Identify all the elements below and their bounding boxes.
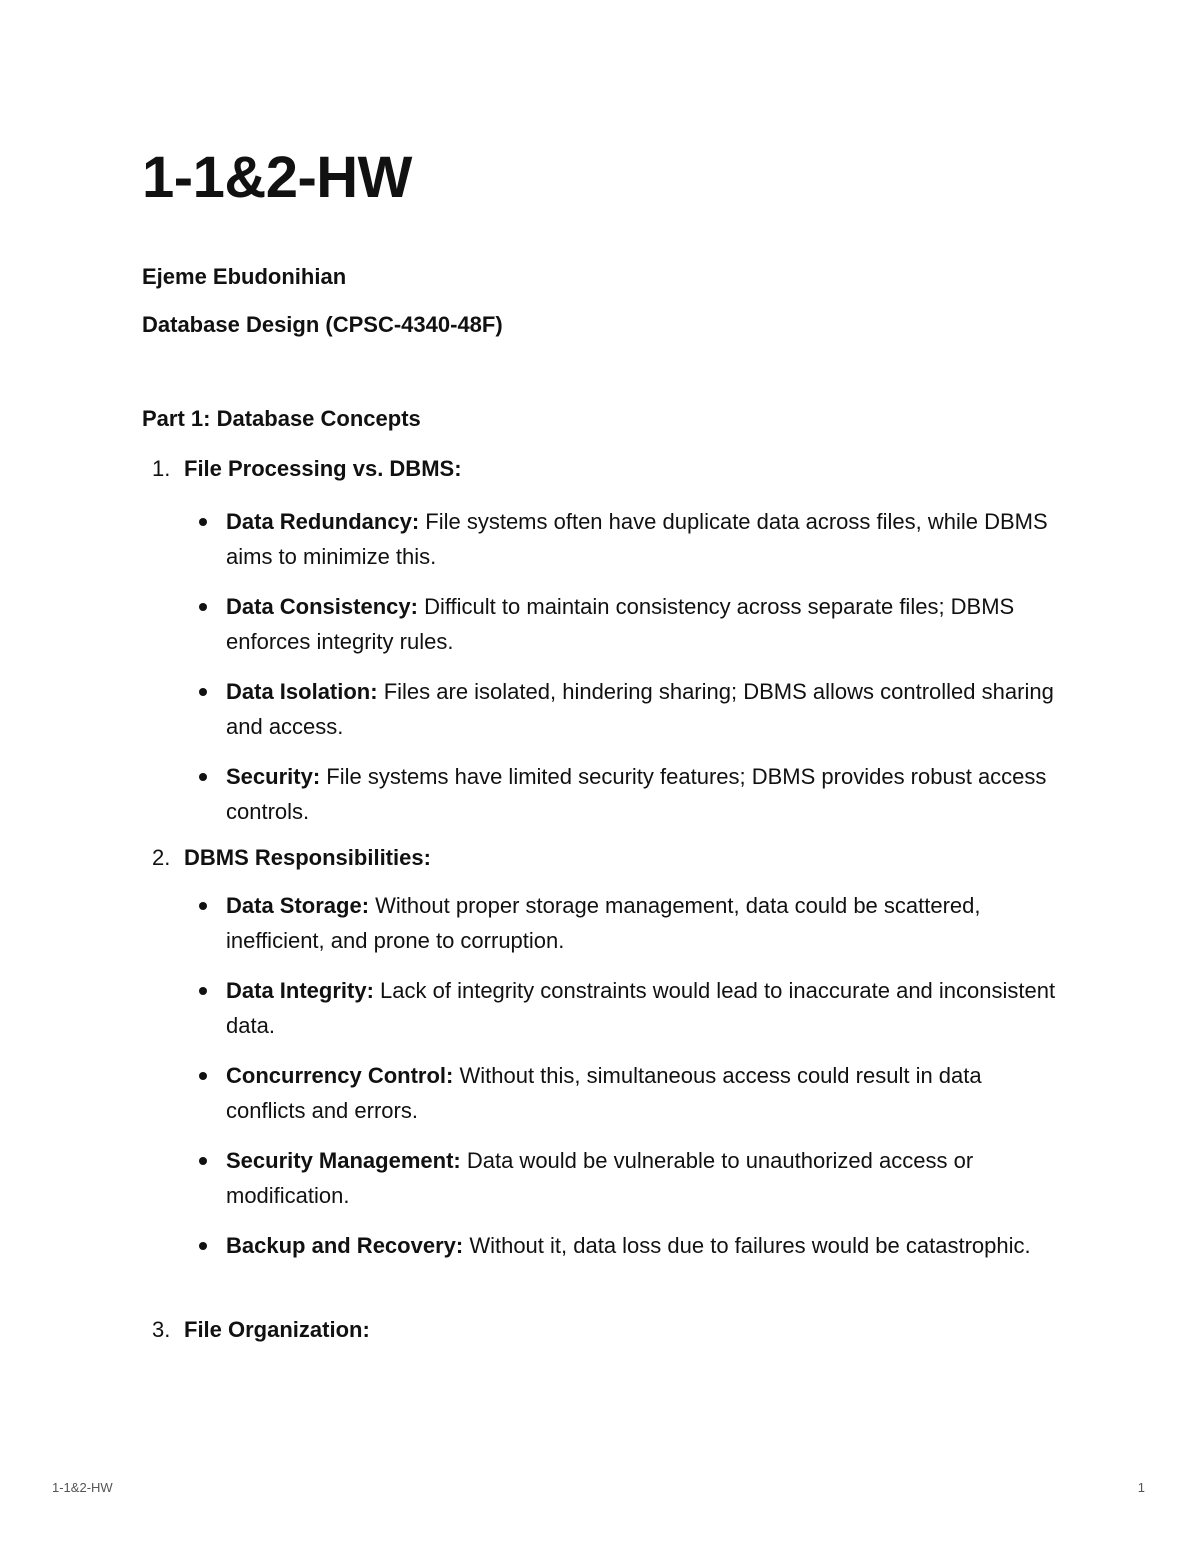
section-number: 3.: [152, 1317, 171, 1342]
section-number: 2.: [152, 845, 171, 870]
bullet-dot-icon: [199, 688, 207, 696]
bullet-dot-icon: [199, 987, 207, 995]
bullet-text: File systems often have duplicate data across files, while DBMS aims to minimize this.: [226, 509, 1048, 569]
section-label: DBMS Responsibilities:: [184, 845, 431, 870]
bullet-term: Concurrency Control:: [226, 1063, 454, 1088]
bullet-text: Data would be vulnerable to unauthorized access or modification.: [226, 1148, 974, 1208]
bullet-text: Without it, data loss due to failures would be catastrophic.: [463, 1233, 1031, 1258]
bullet-dot-icon: [199, 773, 207, 781]
footer-document-title: 1-1&2-HW: [52, 1480, 113, 1495]
section-file-organization: [142, 1315, 1062, 1345]
bullet-dot-icon: [199, 1072, 207, 1080]
list-item: [226, 759, 1056, 829]
bullet-dot-icon: [199, 518, 207, 526]
section-heading: [142, 843, 1062, 873]
bullet-text: Files are isolated, hindering sharing; DBMS allows controlled sharing and access.: [226, 679, 1054, 739]
bullet-dot-icon: [199, 1242, 207, 1250]
bullet-text: Difficult to maintain consistency across separate files; DBMS enforces integrity rules.: [226, 594, 1015, 654]
bullet-term: Data Redundancy:: [226, 509, 420, 534]
bullet-term: Data Consistency:: [226, 594, 418, 619]
list-item: [226, 589, 1056, 659]
list-item: [226, 888, 1056, 958]
bullet-term: Data Storage:: [226, 893, 370, 918]
list-item: [226, 674, 1056, 744]
section-heading: [142, 454, 1062, 484]
list-item: [226, 973, 1056, 1043]
bullet-text: File systems have limited security features; DBMS provides robust access controls.: [226, 764, 1047, 824]
bullet-term: Security Management:: [226, 1148, 461, 1173]
footer-page-number: 1: [1137, 1480, 1145, 1495]
bullet-term: Data Integrity:: [226, 978, 374, 1003]
section-number: 1.: [152, 456, 171, 481]
list-item: [226, 1143, 1056, 1213]
section-label: File Organization:: [184, 1317, 370, 1342]
list-item: [226, 1228, 1056, 1263]
course-name: Database Design (CPSC-4340-48F): [142, 312, 503, 337]
section-label: File Processing vs. DBMS:: [184, 456, 462, 481]
bullet-text: Without this, simultaneous access could result in data conflicts and errors.: [226, 1063, 982, 1123]
bullet-term: Security:: [226, 764, 321, 789]
section-dbms-responsibilities: [142, 843, 1062, 1263]
section-heading: [142, 1315, 1062, 1345]
bullet-list: [142, 504, 1062, 829]
bullet-term: Data Isolation:: [226, 679, 378, 704]
bullet-text: Lack of integrity constraints would lead to inaccurate and inconsistent data.: [226, 978, 1056, 1038]
list-item: [226, 504, 1056, 574]
bullet-term: Backup and Recovery:: [226, 1233, 464, 1258]
document-title: 1-1&2-HW: [142, 145, 412, 210]
bullet-dot-icon: [199, 902, 207, 910]
list-item: [226, 1058, 1056, 1128]
section-file-processing: [142, 454, 1062, 829]
bullet-dot-icon: [199, 1157, 207, 1165]
bullet-list: [142, 888, 1062, 1263]
part-heading: Part 1: Database Concepts: [142, 406, 421, 431]
author-name: Ejeme Ebudonihian: [142, 264, 347, 289]
bullet-dot-icon: [199, 603, 207, 611]
bullet-text: Without proper storage management, data could be scattered, inefficient, and prone to corruption.: [226, 893, 981, 953]
